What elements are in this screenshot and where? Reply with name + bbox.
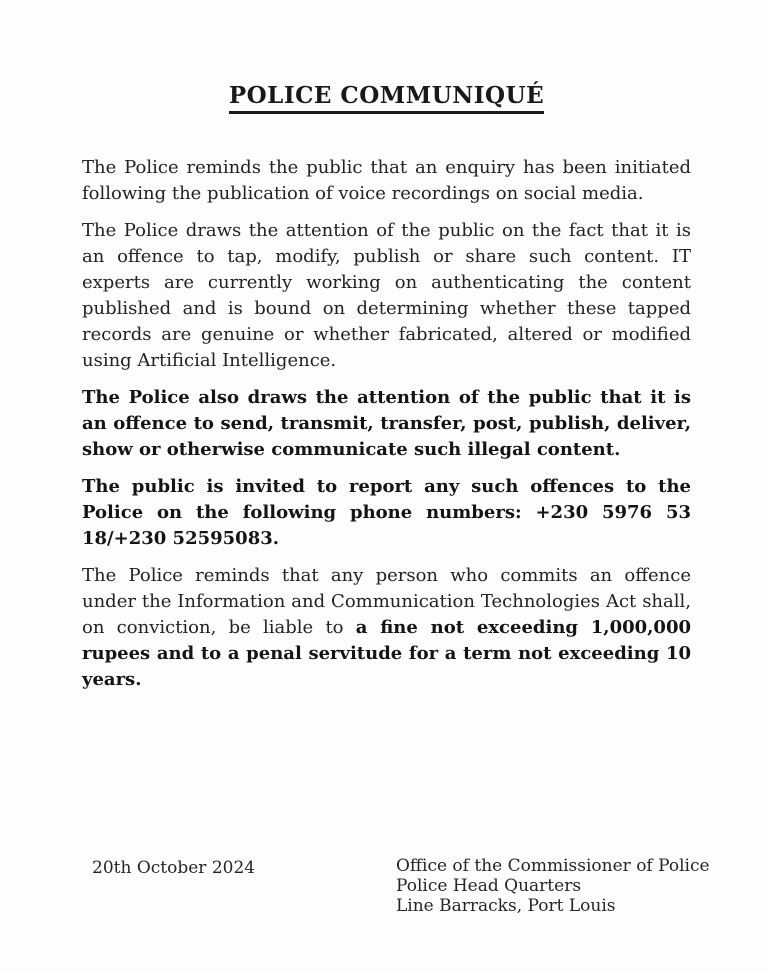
paragraph-offence-tap-modify: The Police draws the attention of the public on the fact that it is an offence to tap, modify, publish or share such content. IT experts are currently working on authenticating the content published and is bound on determining whether these tapped records are genuine or whether fabricated, altered or modified using Artificial Intelligence.: [82, 220, 691, 371]
footer-date: 20th October 2024: [92, 858, 256, 878]
footer-office-address: [396, 856, 710, 916]
paragraph-penalties: [82, 563, 691, 693]
office-line-commissioner: Office of the Commissioner of Police: [396, 856, 710, 876]
document-body: [82, 82, 691, 704]
paragraph-offence-transmit: The Police also draws the attention of the public that it is an offence to send, transmit, transfer, post, publish, deliver, show or otherwise communicate such illegal content.: [82, 387, 691, 460]
paragraph-penalties-regular-text: The Police reminds that any person who commits an offence under the Information and Communication Technologies Act shall, on conviction, be liable to: [82, 565, 691, 638]
page-title: [82, 82, 691, 109]
paragraph-report-phone-numbers: The public is invited to report any such offences to the Police on the following phone numbers: +230 5976 53 18/+230 52595083.: [82, 476, 691, 549]
office-line-headquarters: Police Head Quarters: [396, 876, 582, 896]
page-title-text: POLICE COMMUNIQUÉ: [229, 82, 544, 114]
paragraph-penalties-bold-text: a fine not exceeding 1,000,000 rupees and to a penal servitude for a term not exceeding 10 years.: [82, 617, 691, 690]
office-line-location: Line Barracks, Port Louis: [396, 896, 616, 916]
paragraph-enquiry-initiated: The Police reminds the public that an enquiry has been initiated following the publication of voice recordings on social media.: [82, 157, 691, 204]
